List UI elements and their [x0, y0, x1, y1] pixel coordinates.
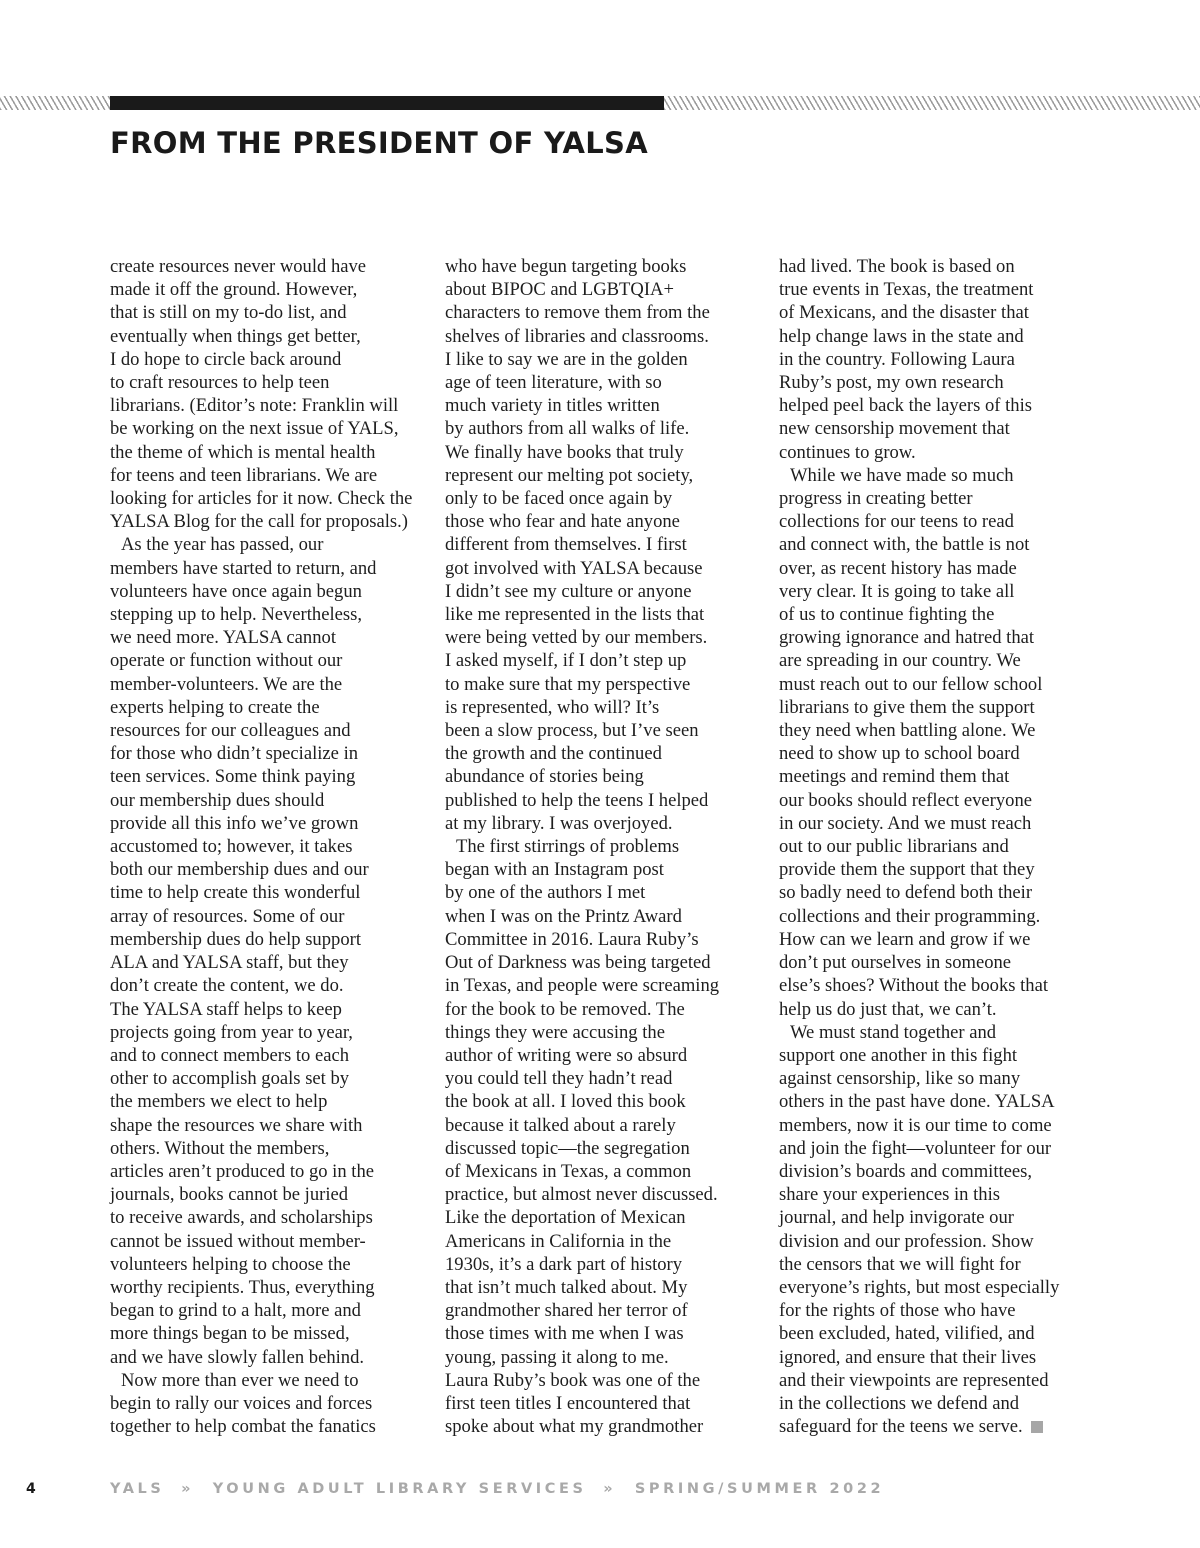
text-line: provide them the support that they [779, 859, 1035, 881]
text-line: in the country. Following Laura [779, 348, 1015, 370]
text-line: articles aren’t produced to go in the [110, 1160, 375, 1182]
text-line: that is still on my to-do list, and [110, 302, 347, 324]
text-line: when I was on the Printz Award [445, 905, 682, 927]
text-line [779, 1415, 1099, 1438]
text-line: author of writing were so absurd [445, 1044, 688, 1066]
text-line: for the rights of those who have [779, 1300, 1016, 1322]
text-line: The first stirrings of problems [456, 836, 680, 858]
text-line: got involved with YALSA because [445, 557, 703, 579]
text-line: others in the past have done. YALSA [779, 1091, 1055, 1113]
text-line: the growth and the continued [445, 743, 662, 765]
text-line: grandmother shared her terror of [445, 1300, 688, 1322]
text-line: create resources never would have [110, 256, 367, 277]
text-line: array of resources. Some of our [110, 905, 345, 927]
text-line: resources for our colleagues and [110, 720, 351, 742]
text-line: in Texas, and people were screaming [445, 975, 720, 997]
text-line: other to accomplish goals set by [110, 1068, 350, 1090]
text-line: for teens and teen librarians. We are [110, 464, 378, 486]
text-line: continues to grow. [779, 441, 916, 463]
text-line: help us do just that, we can’t. [779, 998, 997, 1020]
header-rule [110, 96, 664, 110]
text-line: of Mexicans, and the disaster that [779, 302, 1029, 324]
text-line: the book at all. I loved this book [445, 1091, 686, 1113]
text-line: been a slow process, but I’ve seen [445, 720, 699, 742]
text-line: is represented, who will? It’s [445, 696, 660, 718]
end-of-article-icon [1031, 1421, 1043, 1433]
footer-journal-abbr: YALS [110, 1481, 165, 1497]
text-line: growing ignorance and hatred that [779, 627, 1035, 649]
text-line: are spreading in our country. We [779, 650, 1021, 672]
text-line: of us to continue fighting the [779, 604, 995, 626]
text-line: journal, and help invigorate our [779, 1207, 1014, 1229]
line-text: safeguard for the teens we serve. [779, 1416, 1023, 1438]
text-line: published to help the teens I helped [445, 789, 709, 811]
text-line: and connect with, the battle is not [779, 534, 1030, 556]
text-line: practice, but almost never discussed. [445, 1184, 718, 1206]
article-column-2 [445, 255, 765, 1438]
footer-separator: » [181, 1481, 195, 1497]
text-line: helped peel back the layers of this [779, 395, 1032, 417]
text-line: abundance of stories being [445, 766, 644, 788]
text-line: true events in Texas, the treatment [779, 279, 1034, 301]
text-line: by one of the authors I met [445, 882, 646, 904]
text-line: by authors from all walks of life. [445, 418, 690, 440]
text-line: of Mexicans in Texas, a common [445, 1160, 692, 1182]
text-line: those who fear and hate anyone [445, 511, 680, 533]
text-line: Like the deportation of Mexican [445, 1207, 686, 1229]
text-line: share your experiences in this [779, 1184, 1000, 1206]
text-line: Americans in California in the [445, 1230, 672, 1252]
text-line: different from themselves. I first [445, 534, 687, 556]
text-line: were being vetted by our members. [445, 627, 708, 649]
text-line: shelves of libraries and classrooms. [445, 325, 709, 347]
text-line: I didn’t see my culture or anyone [445, 580, 692, 602]
text-line: operate or function without our [110, 650, 343, 672]
text-line: over, as recent history has made [779, 557, 1017, 579]
text-line: support one another in this fight [779, 1044, 1018, 1066]
text-line: we need more. YALSA cannot [110, 627, 336, 649]
text-line: at my library. I was overjoyed. [445, 812, 673, 834]
text-line: volunteers helping to choose the [110, 1253, 351, 1275]
text-line: new censorship movement that [779, 418, 1010, 440]
text-line: others. Without the members, [110, 1137, 330, 1159]
article-column-1 [110, 255, 430, 1438]
text-line: those times with me when I was [445, 1323, 684, 1345]
text-line: both our membership dues and our [110, 859, 369, 881]
text-line: librarians to give them the support [779, 696, 1035, 718]
text-line: things they were accusing the [445, 1021, 665, 1043]
text-line: We must stand together and [790, 1021, 997, 1043]
footer-issue: SPRING/SUMMER 2022 [634, 1481, 885, 1497]
text-line: progress in creating better [779, 488, 973, 510]
text-line: so badly need to defend both their [779, 882, 1033, 904]
text-line: While we have made so much [790, 464, 1014, 486]
text-line: We finally have books that truly [445, 441, 684, 463]
text-line: provide all this info we’ve grown [110, 812, 359, 834]
article-column-3 [779, 255, 1099, 1438]
text-line: journals, books cannot be juried [110, 1184, 349, 1206]
text-line: everyone’s rights, but most especially [779, 1276, 1060, 1298]
text-line: The YALSA staff helps to keep [110, 998, 342, 1020]
text-line: they need when battling alone. We [779, 720, 1036, 742]
footer-journal-name: YOUNG ADULT LIBRARY SERVICES [212, 1481, 587, 1497]
text-line: the censors that we will fight for [779, 1253, 1021, 1275]
text-line: volunteers have once again begun [110, 580, 362, 602]
text-line: As the year has passed, our [121, 534, 324, 556]
text-line: shape the resources we share with [110, 1114, 363, 1136]
text-line: don’t put ourselves in someone [779, 952, 1012, 974]
text-line: collections and their programming. [779, 905, 1041, 927]
text-line: made it off the ground. However, [110, 279, 358, 301]
text-line: only to be faced once again by [445, 488, 673, 510]
text-line: who have begun targeting books [445, 256, 687, 277]
text-line: YALSA Blog for the call for proposals.) [110, 511, 408, 533]
text-line: in our society. And we must reach [779, 812, 1032, 834]
text-line: spoke about what my grandmother [445, 1416, 704, 1438]
text-line: teen services. Some think paying [110, 766, 356, 788]
text-line: ALA and YALSA staff, but they [110, 952, 349, 974]
text-line: else’s shoes? Without the books that [779, 975, 1049, 997]
text-line: help change laws in the state and [779, 325, 1024, 347]
text-line: accustomed to; however, it takes [110, 836, 353, 858]
text-line: must reach out to our fellow school [779, 673, 1043, 695]
text-line: the members we elect to help [110, 1091, 328, 1113]
text-line: Now more than ever we need to [121, 1369, 359, 1391]
text-line: together to help combat the fanatics [110, 1416, 376, 1438]
text-line: I asked myself, if I don’t step up [445, 650, 687, 672]
text-line: worthy recipients. Thus, everything [110, 1276, 375, 1298]
text-line: young, passing it along to me. [445, 1346, 669, 1368]
text-line: meetings and remind them that [779, 766, 1010, 788]
text-line: and their viewpoints are represented [779, 1369, 1049, 1391]
text-line: members have started to return, and [110, 557, 377, 579]
text-line: very clear. It is going to take all [779, 580, 1015, 602]
text-line: member-volunteers. We are the [110, 673, 343, 695]
text-line: Committee in 2016. Laura Ruby’s [445, 928, 699, 950]
text-line: and to connect members to each [110, 1044, 350, 1066]
text-line: members, now it is our time to come [779, 1114, 1052, 1136]
text-line: I like to say we are in the golden [445, 348, 688, 370]
text-line: for the book to be removed. The [445, 998, 685, 1020]
text-line: began to grind to a halt, more and [110, 1300, 361, 1322]
text-line: Ruby’s post, my own research [779, 372, 1004, 394]
text-line: against censorship, like so many [779, 1068, 1021, 1090]
text-line: collections for our teens to read [779, 511, 1014, 533]
page-number: 4 [26, 1481, 36, 1497]
text-line: Laura Ruby’s book was one of the [445, 1369, 701, 1391]
text-line: need to show up to school board [779, 743, 1020, 765]
text-line: membership dues do help support [110, 928, 361, 950]
text-line: like me represented in the lists that [445, 604, 705, 626]
text-line: and we have slowly fallen behind. [110, 1346, 365, 1368]
text-line: looking for articles for it now. Check the [110, 488, 413, 510]
text-line: division and our profession. Show [779, 1230, 1034, 1252]
text-line: represent our melting pot society, [445, 464, 694, 486]
text-line: characters to remove them from the [445, 302, 710, 324]
text-line: and join the fight—volunteer for our [779, 1137, 1052, 1159]
text-line: to make sure that my perspective [445, 673, 691, 695]
text-line: I do hope to circle back around [110, 348, 342, 370]
text-line: experts helping to create the [110, 696, 320, 718]
running-footer [110, 1481, 884, 1497]
text-line: don’t create the content, we do. [110, 975, 344, 997]
text-line: began with an Instagram post [445, 859, 664, 881]
header-hatch-left [0, 96, 110, 110]
text-line: projects going from year to year, [110, 1021, 353, 1043]
text-line: in the collections we defend and [779, 1392, 1020, 1414]
text-line: time to help create this wonderful [110, 882, 361, 904]
text-line: Out of Darkness was being targeted [445, 952, 711, 974]
text-line: the theme of which is mental health [110, 441, 376, 463]
text-line: stepping up to help. Nevertheless, [110, 604, 362, 626]
text-line: our books should reflect everyone [779, 789, 1033, 811]
text-line: had lived. The book is based on [779, 256, 1015, 277]
text-line: ignored, and ensure that their lives [779, 1346, 1037, 1368]
text-line: How can we learn and grow if we [779, 928, 1031, 950]
footer-separator: » [603, 1481, 617, 1497]
text-line: discussed topic—the segregation [445, 1137, 690, 1159]
text-line: librarians. (Editor’s note: Franklin will [110, 395, 399, 417]
text-line: first teen titles I encountered that [445, 1392, 691, 1414]
text-line: division’s boards and committees, [779, 1160, 1033, 1182]
text-line: for those who didn’t specialize in [110, 743, 359, 765]
page-title: FROM THE PRESIDENT OF YALSA [110, 126, 648, 160]
text-line: out to our public librarians and [779, 836, 1009, 858]
text-line: more things began to be missed, [110, 1323, 350, 1345]
text-line: because it talked about a rarely [445, 1114, 676, 1136]
header-hatch-right [664, 96, 1200, 110]
text-line: begin to rally our voices and forces [110, 1392, 373, 1414]
text-line: cannot be issued without member- [110, 1230, 366, 1252]
text-line: to receive awards, and scholarships [110, 1207, 373, 1229]
text-line: our membership dues should [110, 789, 325, 811]
text-line: about BIPOC and LGBTQIA+ [445, 279, 674, 301]
text-line: you could tell they hadn’t read [445, 1068, 673, 1090]
text-line: 1930s, it’s a dark part of history [445, 1253, 683, 1275]
text-line: be working on the next issue of YALS, [110, 418, 399, 440]
text-line: been excluded, hated, vilified, and [779, 1323, 1035, 1345]
text-line: eventually when things get better, [110, 325, 361, 347]
text-line: much variety in titles written [445, 395, 660, 417]
text-line: to craft resources to help teen [110, 372, 330, 394]
text-line: age of teen literature, with so [445, 372, 662, 394]
text-line: that isn’t much talked about. My [445, 1276, 688, 1298]
